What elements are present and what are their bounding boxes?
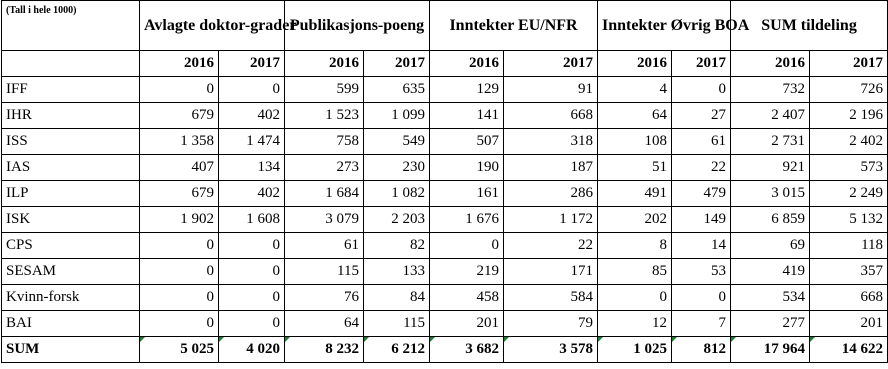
table-cell: 2 731 xyxy=(731,129,810,155)
year-header-corner xyxy=(2,51,140,77)
table-cell: 0 xyxy=(140,311,219,337)
table-cell: 201 xyxy=(430,311,504,337)
table-cell: 118 xyxy=(810,233,888,259)
year-header: 2017 xyxy=(672,51,731,77)
year-header: 2017 xyxy=(810,51,888,77)
table-row xyxy=(2,129,888,155)
table-cell: 51 xyxy=(598,155,672,181)
table-cell: 0 xyxy=(140,233,219,259)
year-header: 2017 xyxy=(364,51,430,77)
row-label: SESAM xyxy=(2,259,140,285)
year-header: 2016 xyxy=(430,51,504,77)
table-cell: 134 xyxy=(219,155,285,181)
table-cell: 458 xyxy=(430,285,504,311)
table-cell: 115 xyxy=(364,311,430,337)
table-row xyxy=(2,181,888,207)
table-cell: 273 xyxy=(285,155,364,181)
table-cell: 171 xyxy=(504,259,598,285)
table-row xyxy=(2,259,888,285)
table-cell: 187 xyxy=(504,155,598,181)
table-cell: 1 608 xyxy=(219,207,285,233)
group-header-income-eu-nfr: Inntekter EU/NFR xyxy=(430,1,598,51)
table-cell: 85 xyxy=(598,259,672,285)
table-cell: 812 xyxy=(672,337,731,363)
table-cell: 14 622 xyxy=(810,337,888,363)
table-cell: 76 xyxy=(285,285,364,311)
table-cell: 635 xyxy=(364,77,430,103)
group-header-doctorates: Avlagte doktor-grader xyxy=(140,1,285,51)
table-cell: 133 xyxy=(364,259,430,285)
row-label: ISS xyxy=(2,129,140,155)
table-cell: 64 xyxy=(285,311,364,337)
table-cell: 1 025 xyxy=(598,337,672,363)
allocation-table xyxy=(1,0,888,363)
table-row xyxy=(2,207,888,233)
table-cell: 5 025 xyxy=(140,337,219,363)
table-cell: 22 xyxy=(504,233,598,259)
table-cell: 14 xyxy=(672,233,731,259)
table-cell: 419 xyxy=(731,259,810,285)
table-cell: 190 xyxy=(430,155,504,181)
table-cell: 491 xyxy=(598,181,672,207)
table-cell: 318 xyxy=(504,129,598,155)
table-cell: 921 xyxy=(731,155,810,181)
year-header: 2016 xyxy=(598,51,672,77)
table-cell: 82 xyxy=(364,233,430,259)
table-cell: 79 xyxy=(504,311,598,337)
row-label: IAS xyxy=(2,155,140,181)
table-cell: 402 xyxy=(219,103,285,129)
table-cell: 219 xyxy=(430,259,504,285)
table-cell: 1 474 xyxy=(219,129,285,155)
table-cell: 726 xyxy=(810,77,888,103)
table-cell: 402 xyxy=(219,181,285,207)
table-cell: 8 xyxy=(598,233,672,259)
year-header: 2016 xyxy=(285,51,364,77)
table-cell: 0 xyxy=(219,311,285,337)
table-cell: 201 xyxy=(810,311,888,337)
table-row xyxy=(2,311,888,337)
table-cell: 758 xyxy=(285,129,364,155)
table-cell: 1 172 xyxy=(504,207,598,233)
table-cell: 2 196 xyxy=(810,103,888,129)
table-row xyxy=(2,103,888,129)
row-label: IFF xyxy=(2,77,140,103)
table-cell: 1 523 xyxy=(285,103,364,129)
table-cell: 3 079 xyxy=(285,207,364,233)
table-cell: 1 082 xyxy=(364,181,430,207)
table-cell: 149 xyxy=(672,207,731,233)
table-cell: 679 xyxy=(140,181,219,207)
table-cell: 357 xyxy=(810,259,888,285)
table-cell: 53 xyxy=(672,259,731,285)
table-cell: 61 xyxy=(285,233,364,259)
table-cell: 407 xyxy=(140,155,219,181)
group-header-publication-points: Publikasjons-poeng xyxy=(285,1,430,51)
table-cell: 0 xyxy=(140,259,219,285)
table-cell: 507 xyxy=(430,129,504,155)
table-cell: 6 212 xyxy=(364,337,430,363)
table-cell: 549 xyxy=(364,129,430,155)
table-cell: 22 xyxy=(672,155,731,181)
table-cell: 0 xyxy=(219,259,285,285)
year-header: 2017 xyxy=(504,51,598,77)
year-header: 2016 xyxy=(140,51,219,77)
table-cell: 7 xyxy=(672,311,731,337)
table-cell: 573 xyxy=(810,155,888,181)
unit-note: (Tall i hele 1000) xyxy=(2,1,140,51)
table-cell: 3 682 xyxy=(430,337,504,363)
table-cell: 277 xyxy=(731,311,810,337)
table-cell: 1 902 xyxy=(140,207,219,233)
year-header-row xyxy=(2,51,888,77)
table-body xyxy=(2,1,888,363)
table-cell: 2 407 xyxy=(731,103,810,129)
table-cell: 17 964 xyxy=(731,337,810,363)
group-header-row xyxy=(2,1,888,51)
row-label: ILP xyxy=(2,181,140,207)
row-label: ISK xyxy=(2,207,140,233)
table-cell: 202 xyxy=(598,207,672,233)
group-header-income-other-boa: Inntekter Øvrig BOA xyxy=(598,1,731,51)
table-cell: 129 xyxy=(430,77,504,103)
table-cell: 1 684 xyxy=(285,181,364,207)
group-header-total-allocation: SUM tildeling xyxy=(731,1,888,51)
table-cell: 12 xyxy=(598,311,672,337)
table-cell: 732 xyxy=(731,77,810,103)
year-header: 2016 xyxy=(731,51,810,77)
table-cell: 3 578 xyxy=(504,337,598,363)
table-cell: 3 015 xyxy=(731,181,810,207)
table-cell: 534 xyxy=(731,285,810,311)
table-cell: 4 020 xyxy=(219,337,285,363)
row-label: Kvinn-forsk xyxy=(2,285,140,311)
table-cell: 0 xyxy=(219,285,285,311)
table-cell: 91 xyxy=(504,77,598,103)
table-cell: 668 xyxy=(504,103,598,129)
table-cell: 8 232 xyxy=(285,337,364,363)
table-cell: 286 xyxy=(504,181,598,207)
table-cell: 108 xyxy=(598,129,672,155)
table-cell: 5 132 xyxy=(810,207,888,233)
table-cell: 69 xyxy=(731,233,810,259)
row-label: BAI xyxy=(2,311,140,337)
table-row xyxy=(2,233,888,259)
table-cell: 0 xyxy=(672,77,731,103)
table-cell: 599 xyxy=(285,77,364,103)
table-cell: 2 249 xyxy=(810,181,888,207)
table-cell: 61 xyxy=(672,129,731,155)
table-cell: 6 859 xyxy=(731,207,810,233)
table-cell: 0 xyxy=(140,77,219,103)
table-cell: 584 xyxy=(504,285,598,311)
sum-row xyxy=(2,337,888,363)
table-cell: 84 xyxy=(364,285,430,311)
table-cell: 0 xyxy=(219,77,285,103)
table-cell: 230 xyxy=(364,155,430,181)
table-cell: 668 xyxy=(810,285,888,311)
table-cell: 4 xyxy=(598,77,672,103)
table-row xyxy=(2,77,888,103)
row-label: CPS xyxy=(2,233,140,259)
table-cell: 0 xyxy=(598,285,672,311)
table-cell: 27 xyxy=(672,103,731,129)
table-cell: 0 xyxy=(672,285,731,311)
table-row xyxy=(2,285,888,311)
table-cell: 479 xyxy=(672,181,731,207)
row-label: SUM xyxy=(2,337,140,363)
table-cell: 0 xyxy=(219,233,285,259)
year-header: 2017 xyxy=(219,51,285,77)
table-cell: 2 203 xyxy=(364,207,430,233)
table-cell: 115 xyxy=(285,259,364,285)
table-cell: 0 xyxy=(140,285,219,311)
table-cell: 1 676 xyxy=(430,207,504,233)
table-cell: 2 402 xyxy=(810,129,888,155)
row-label: IHR xyxy=(2,103,140,129)
table-cell: 161 xyxy=(430,181,504,207)
table-cell: 679 xyxy=(140,103,219,129)
table-cell: 64 xyxy=(598,103,672,129)
table-cell: 0 xyxy=(430,233,504,259)
table-cell: 1 099 xyxy=(364,103,430,129)
table-row xyxy=(2,155,888,181)
table-cell: 1 358 xyxy=(140,129,219,155)
table-cell: 141 xyxy=(430,103,504,129)
